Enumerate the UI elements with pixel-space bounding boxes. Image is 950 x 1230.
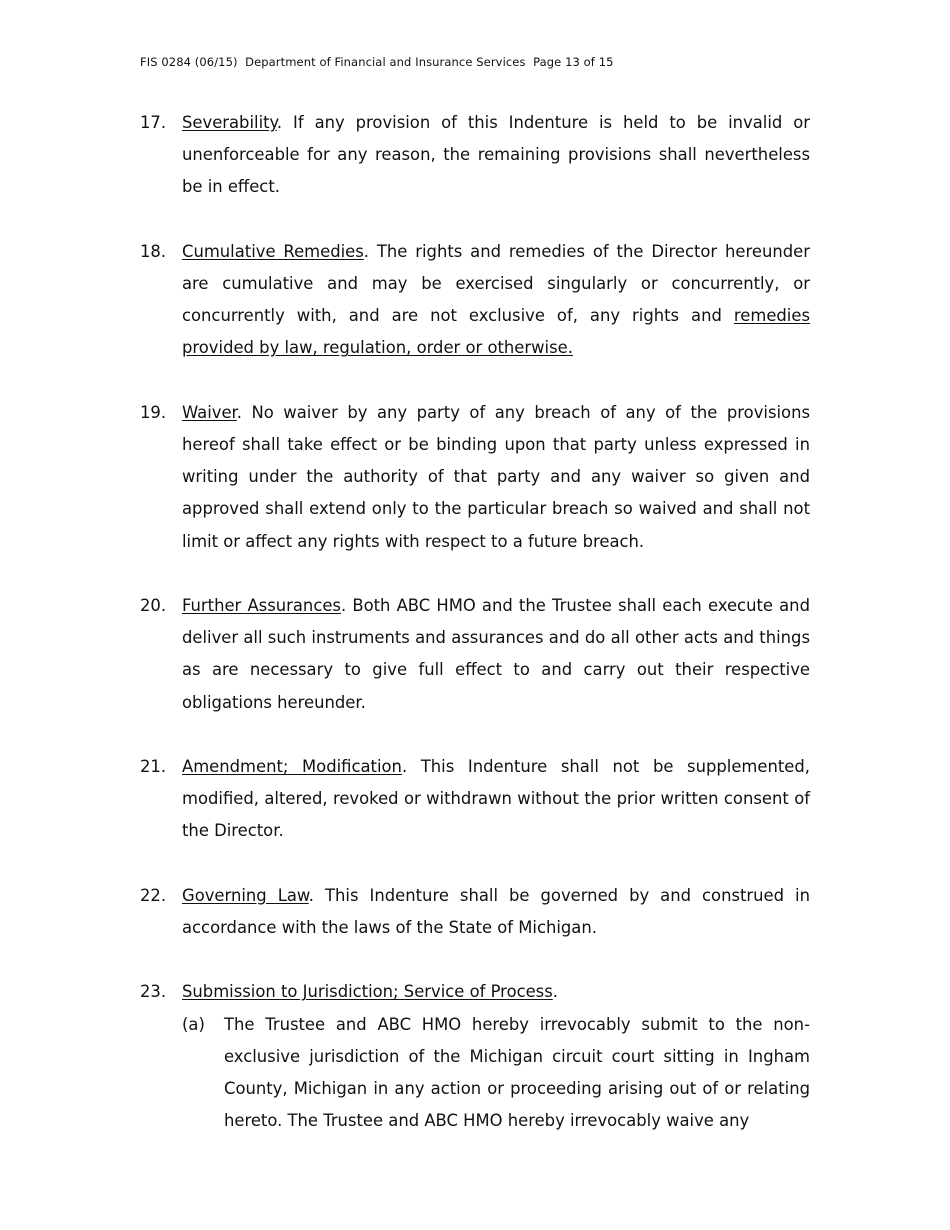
section-body: . [552,982,558,1002]
section-title: Governing Law [182,885,309,905]
section-text [182,397,810,558]
section-18 [140,236,810,365]
section-text [182,880,810,944]
subsection-a [182,1009,810,1138]
section-number: 23. [140,982,167,1002]
section-underlined-tail: remedies provided by law, regulation, order or otherwise. [182,306,810,358]
document-body [140,107,810,1137]
section-title: Severability [182,113,277,132]
section-body: . This Indenture shall be governed by and construed in accordance with the laws of the State of Michigan. [182,885,810,937]
page-header: FIS 0284 (06/15) Department of Financial and Insurance Services Page 13 of 15 [140,55,614,69]
section-text [182,976,810,1137]
section-text [182,751,810,848]
section-number: 18. [140,241,167,261]
subsection-text: The Trustee and ABC HMO hereby irrevocably submit to the non-exclusive jurisdiction of the Michigan circuit court sitting in Ingham County, Michigan in any action or proceeding arising out of or relating hereto. The Trustee and ABC HMO hereby irrevocably waive any [224,1014,810,1131]
section-19 [140,397,810,558]
section-title: Further Assurances [182,596,341,615]
section-22 [140,880,810,944]
section-text [182,590,810,719]
section-body: . No waiver by any party of any breach of any of the provisions hereof shall take effect or be binding upon that party unless expressed in writing under the authority of that party and any waiver so given and approved shall extend only to the particular breach so waived and shall not limit or affect any rights with respect to a future breach. [182,402,810,551]
section-number: 20. [140,596,167,615]
section-title: Cumulative Remedies [182,241,364,261]
section-21 [140,751,810,848]
section-title: Waiver [182,402,237,422]
section-number: 19. [140,402,167,422]
section-number: 17. [140,113,167,132]
section-title: Amendment; Modification [182,757,402,776]
section-body: . Both ABC HMO and the Trustee shall each execute and deliver all such instruments and assurances and do all other acts and things as are necessary to give full effect to and carry out their respective obligations hereunder. [182,596,810,712]
section-body: . If any provision of this Indenture is held to be invalid or unenforceable for any reason, the remaining provisions shall nevertheless be in effect. [182,113,810,197]
section-20 [140,590,810,719]
section-number: 22. [140,885,167,905]
section-title: Submission to Jurisdiction; Service of Process [182,982,553,1002]
section-body: . This Indenture shall not be supplemented, modified, altered, revoked or withdrawn without the prior written consent of the Director. [182,757,810,841]
section-number: 21. [140,757,167,776]
section-23 [140,976,810,1137]
section-text [182,107,810,204]
section-17 [140,107,810,204]
section-body: . The rights and remedies of the Director hereunder are cumulative and may be exercised singularly or concurrently, or concurrently with, and are not exclusive of, any rights and [182,241,810,326]
section-text [182,236,810,365]
subsection-label: (a) [182,1014,205,1034]
